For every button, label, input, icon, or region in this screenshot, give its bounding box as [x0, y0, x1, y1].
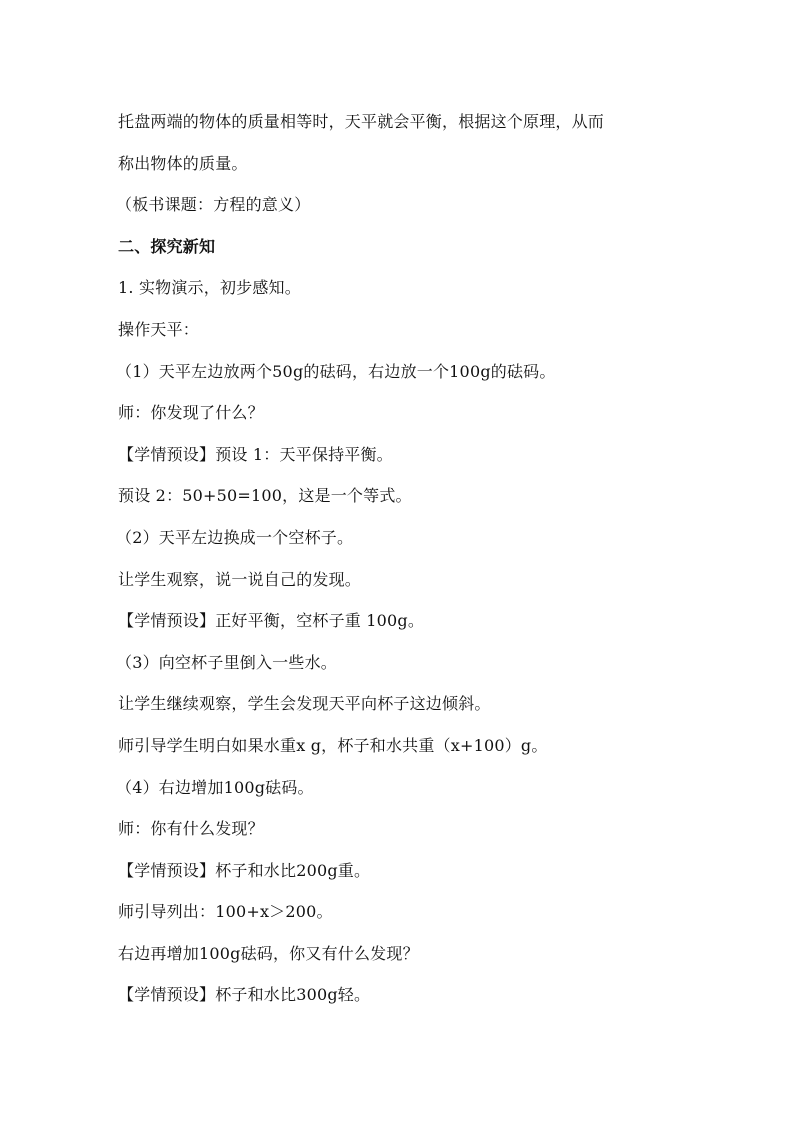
paragraph-line: （2）天平左边换成一个空杯子。	[116, 527, 354, 547]
section-heading: 二、探究新知	[118, 236, 216, 256]
paragraph-line: 让学生观察，说一说自己的发现。	[118, 569, 362, 589]
paragraph-line: （4）右边增加100g砝码。	[116, 777, 314, 797]
paragraph-line: 让学生继续观察，学生会发现天平向杯子这边倾斜。	[118, 694, 491, 714]
paragraph-line: 师：你有什么发现？	[118, 819, 264, 839]
paragraph-line: 预设 2：50+50=100，这是一个等式。	[118, 486, 412, 506]
paragraph-line: 师：你发现了什么？	[118, 403, 264, 423]
paragraph-line: 【学情预设】杯子和水比200g重。	[118, 860, 371, 880]
paragraph-line: 1. 实物演示，初步感知。	[118, 278, 301, 298]
paragraph-line: 右边再增加100g砝码，你又有什么发现？	[118, 943, 419, 963]
paragraph-line: 【学情预设】杯子和水比300g轻。	[118, 985, 371, 1005]
paragraph-line: 师引导学生明白如果水重x g，杯子和水共重（x+100）g。	[118, 735, 548, 755]
paragraph-line: 【学情预设】预设 1：天平保持平衡。	[118, 444, 393, 464]
paragraph-line: 【学情预设】正好平衡，空杯子重 100g。	[118, 611, 425, 631]
paragraph-line: （1）天平左边放两个50g的砝码，右边放一个100g的砝码。	[116, 361, 556, 381]
paragraph-line: （板书课题：方程的意义）	[116, 195, 311, 215]
paragraph-line: 操作天平：	[118, 319, 200, 339]
paragraph-line: 师引导列出：100+x＞200。	[118, 902, 333, 922]
paragraph-line: （3）向空杯子里倒入一些水。	[116, 652, 337, 672]
paragraph-line: 托盘两端的物体的质量相等时，天平就会平衡，根据这个原理，从而	[118, 112, 605, 131]
paragraph-line: 称出物体的质量。	[118, 153, 248, 173]
document-body	[118, 101, 698, 1016]
